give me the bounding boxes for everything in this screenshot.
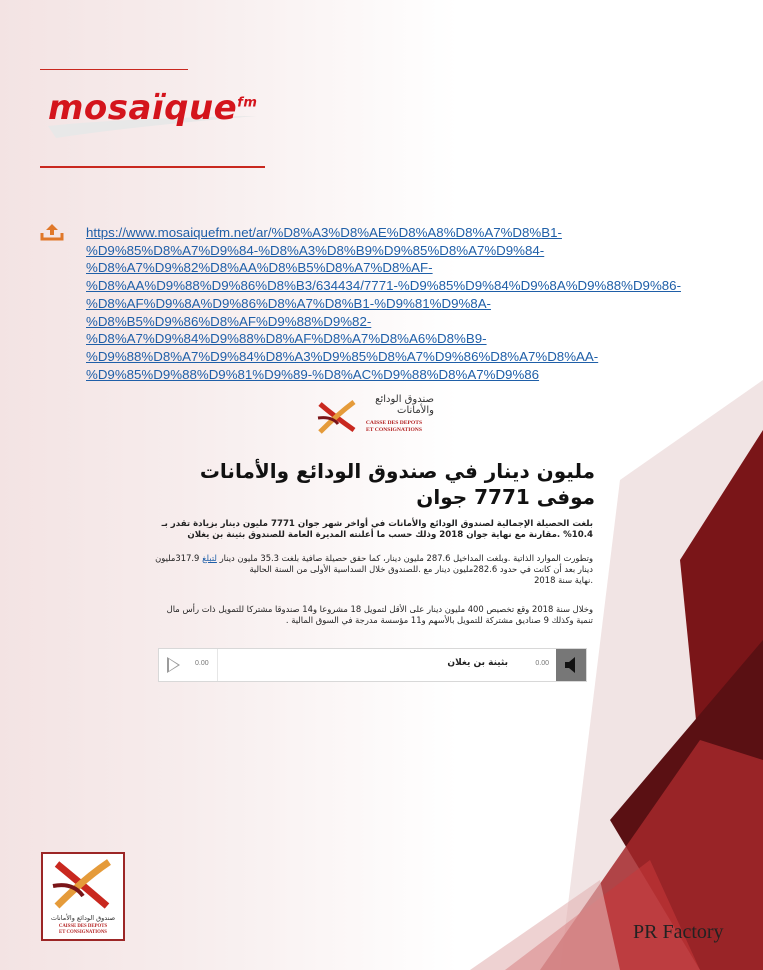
top-rule <box>40 69 188 70</box>
audio-player <box>158 648 587 682</box>
upload-icon[interactable] <box>40 222 64 242</box>
logo-underline <box>40 166 265 168</box>
article-paragraph-1: بلغت الحصيلة الإجمالية لصندوق الودائع والأمانات في أواخر شهر جوان 7771 مليون دينار بزيادة تقدر بـ 10.4% .مقارنة مع نهاية جوان 2018 وذلك حسب ما أعلنته المديرة العامة للصندوق بثينة بن يغلان <box>161 519 593 540</box>
cdc-emblem-icon <box>314 394 360 440</box>
cdc-logo-small <box>312 392 434 442</box>
cdc-footer-french <box>45 924 121 935</box>
speaker-icon[interactable] <box>556 649 586 681</box>
article-paragraph-2 <box>150 553 593 586</box>
link-line[interactable]: https://www.mosaiquefm.net/ar/%D8%A3%D8%AE%D8%A8%D8%A7%D8%B1- <box>86 225 562 240</box>
link-line[interactable]: %D9%85%D8%A7%D9%84-%D8%A3%D8%B9%D9%85%D8%A7%D9%84- <box>86 242 545 258</box>
logo-text: mosaïque <box>48 88 238 128</box>
article-paragraph-3: وخلال سنة 2018 وقع تخصيص 400 مليون دينار على الأقل لتمويل 18 مشروعا و14 صندوقا مشتركا للتمويل ذات رأس مال تنمية وكذلك 9 صناديق مشتركة للتمويل بالأسهم و11 مؤسسة مدرجة في السوق المالية . <box>166 604 593 625</box>
duration-time: 0.00 <box>535 660 549 667</box>
cdc-logo-footer <box>41 852 125 941</box>
paragraph-link[interactable]: لتبلغ <box>202 553 217 563</box>
link-line[interactable]: %D8%A7%D9%82%D8%AA%D8%B5%D8%A7%D8%AF- <box>86 260 433 276</box>
paragraph-text: وتطورت الموارد الذاتية .وبلغت المداخيل 287.6 مليون دينار، كما حقق حصيلة صافية بلغت 35.3 مليون دينار <box>219 553 593 563</box>
link-line[interactable]: %D9%85%D9%88%D9%81%D9%89-%D8%AC%D9%88%D8%A7%D9%86 <box>86 366 540 382</box>
paragraph-text: .نهاية سنة 2018 <box>534 575 593 585</box>
article-headline: مليون دينار في صندوق الودائع والأمانات موفى 7771 جوان <box>199 459 595 509</box>
pr-factory-brand: PR Factory <box>633 921 724 943</box>
link-line[interactable]: %D8%AF%D9%8A%D9%86%D8%A7%D8%B1-%D9%81%D9%8A- <box>86 295 491 311</box>
cdc-french-line: ET CONSIGNATIONS <box>366 426 422 433</box>
volume-button[interactable] <box>556 649 586 681</box>
player-divider <box>217 649 218 681</box>
cdc-french-name <box>364 420 424 433</box>
cdc-footer-arabic: صندوق الودائع والأمانات <box>50 914 116 922</box>
link-line[interactable]: %D9%88%D8%A7%D9%84%D8%A3%D9%85%D8%A7%D9%86%D8%A7%D8%AA- <box>86 348 599 364</box>
cdc-emblem-icon <box>45 856 121 914</box>
cdc-french-line: CAISSE DES DEPOTS <box>365 420 423 426</box>
link-line[interactable]: %D8%A7%D9%84%D9%88%D8%AF%D8%A7%D8%A6%D8%B9- <box>86 331 487 347</box>
track-title: بثينة بن يغلان <box>447 658 508 668</box>
play-icon[interactable] <box>167 657 180 673</box>
cdc-footer-french-line: CAISSE DES DEPOTS <box>58 924 108 929</box>
mosaique-logo <box>48 88 257 128</box>
link-line[interactable]: %D8%AA%D9%88%D9%86%D8%B3/634434/7771-%D9%85%D9%84%D9%8A%D9%88%D9%86- <box>86 278 681 294</box>
cdc-footer-french-line: ET CONSIGNATIONS <box>59 929 107 935</box>
paragraph-text: 317.9مليون دينار بعد أن كانت في حدود 282.6مليون دينار مع .للصندوق خلال السداسية الأولى من السنة الحالية <box>155 553 593 574</box>
article-link[interactable] <box>86 224 726 383</box>
elapsed-time: 0.00 <box>195 660 209 667</box>
logo-suffix: fm <box>237 95 258 111</box>
link-line[interactable]: %D8%B5%D9%86%D8%AF%D9%88%D9%82- <box>86 313 372 329</box>
cdc-arabic-name: صندوق الودائع والأمانات <box>375 394 434 416</box>
